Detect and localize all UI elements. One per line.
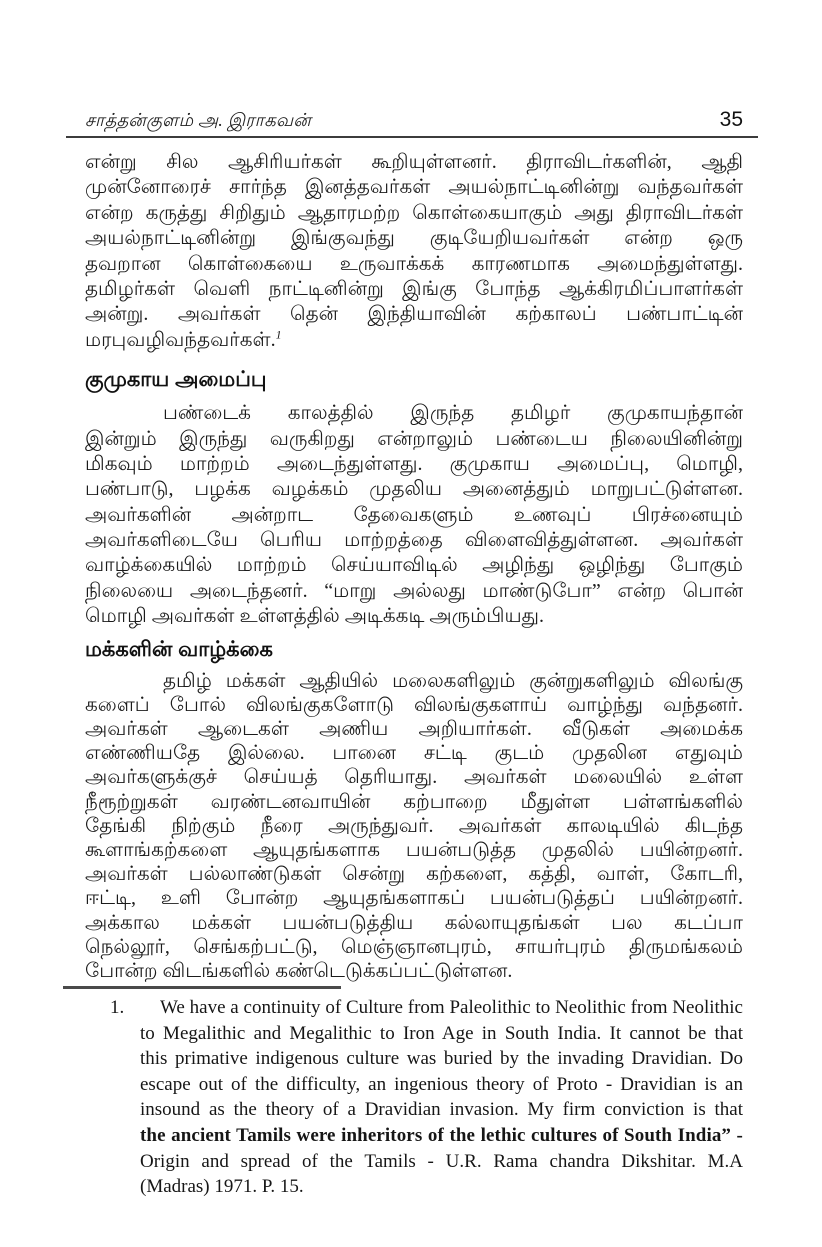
footnote-reference: 1 (275, 327, 282, 342)
text-line-fragment: மரபுவழிவந்தவர்கள். (85, 328, 276, 351)
text-line (85, 328, 743, 353)
text-line: அவர்களுக்குச் செய்யத் தெரியாது. அவர்கள் மலையில் உள்ள (85, 766, 743, 789)
footnote-line: this primative indigenous culture was buried by the invading Dravidian. Do (140, 1048, 743, 1070)
footnote-line: insound as the theory of a Dravidian invasion. My firm conviction is that (140, 1099, 743, 1121)
footnote (85, 995, 743, 1200)
paragraph (85, 401, 743, 630)
section-heading-life: மக்களின் வாழ்க்கை (85, 637, 273, 661)
text-line: எண்ணியதே இல்லை. பானை சட்டி குடம் முதலின எதுவும் (85, 742, 743, 765)
text-line: நீரூற்றுகள் வரண்டனவாயின் கற்பாறை மீதுள்ள பள்ளங்களில் (85, 790, 743, 813)
footnote-line: escape out of the difficulty, an ingenious theory of Proto - Dravidian is an (140, 1073, 743, 1095)
paragraph (85, 669, 743, 983)
footnote-number: 1. (110, 997, 125, 1019)
text-line: அன்று. அவர்கள் தென் இந்தியாவின் கற்காலப் பண்பாட்டின் (85, 303, 743, 326)
text-line: அவர்களின் அன்றாட தேவைகளும் உணவுப் பிரச்னையும் (85, 503, 743, 526)
header-rule (66, 136, 758, 138)
text-line: ஈட்டி, உளி போன்ற ஆயுதங்களாகப் பயன்படுத்தப் பயின்றனர். (85, 887, 743, 910)
text-line: நிலையை அடைந்தனர். “மாறு அல்லது மாண்டுபோ” என்ற பொன் (85, 579, 743, 602)
text-line: போன்ற விடங்களில் கண்டெடுக்கப்பட்டுள்ளன. (85, 959, 513, 982)
text-line: என்று சில ஆசிரியர்கள் கூறியுள்ளனர். திராவிடர்களின், ஆதி (85, 151, 743, 173)
text-line: அயல்நாட்டினின்று இங்குவந்து குடியேறியவர்கள் என்ற ஒரு (85, 227, 743, 250)
text-line: தமிழர்கள் வெளி நாட்டினின்று இங்கு போந்த ஆக்கிரமிப்பாளர்கள் (85, 277, 743, 300)
text-line: பண்பாடு, பழக்க வழக்கம் முதலிய அனைத்தும் மாறுபட்டுள்ளன. (85, 478, 743, 501)
text-line: கூளாங்கற்களை ஆயுதங்களாக பயன்படுத்த முதலில் பயின்றனர். (85, 838, 743, 861)
text-line: என்ற கருத்து சிறிதும் ஆதாரமற்ற கொள்கையாகும் அது திராவிடர்கள் (85, 201, 743, 224)
text-line: அக்கால மக்கள் பயன்படுத்திய கல்லாயுதங்கள் பல கடப்பா (85, 911, 743, 934)
page-body (85, 150, 743, 1200)
footnote-line: (Madras) 1971. P. 15. (140, 1176, 304, 1198)
running-header (85, 108, 743, 133)
footnote-separator (63, 986, 341, 989)
text-line: களைப் போல் விலங்குகளோடு விலங்குகளாய் வாழ்ந்து வந்தனர். (85, 693, 743, 716)
text-line: வாழ்க்கையில் மாற்றம் செய்யாவிடில் அழிந்து ஒழிந்து போகும் (85, 554, 743, 577)
footnote-line: Origin and spread of the Tamils - U.R. Rama chandra Dikshitar. M.A (140, 1150, 743, 1172)
footnote-line: the ancient Tamils were inheritors of the lethic cultures of South India” - (140, 1125, 743, 1147)
page-number: 35 (719, 108, 743, 131)
author-name: சாத்தன்குளம் அ. இராகவன் (85, 110, 312, 130)
text-line: பண்டைக் காலத்தில் இருந்த தமிழர் குமுகாயந்தான் (163, 402, 743, 425)
text-line: முன்னோரைச் சார்ந்த இனத்தவர்கள் அயல்நாட்டினின்று வந்தவர்கள் (85, 176, 743, 199)
footnote-line: We have a continuity of Culture from Paleolithic to Neolithic from Neolithic (160, 997, 743, 1019)
text-line: தமிழ் மக்கள் ஆதியில் மலைகளிலும் குன்றுகளிலும் விலங்கு (163, 669, 743, 692)
text-line: அவர்கள் பல்லாண்டுகள் சென்று கற்களை, கத்தி, வாள், கோடரி, (85, 863, 743, 886)
text-line: மிகவும் மாற்றம் அடைந்துள்ளது. குமுகாய அமைப்பு, மொழி, (85, 452, 743, 475)
text-line: மொழி அவர்கள் உள்ளத்தில் அடிக்கடி அரும்பியது. (85, 605, 544, 628)
text-line: அவர்களிடையே பெரிய மாற்றத்தை விளைவித்துள்ளன. அவர்கள் (85, 529, 743, 552)
footnote-line: to Megalithic and Megalithic to Iron Age in South India. It cannot be that (140, 1022, 743, 1044)
text-line: தவறான கொள்கையை உருவாக்கக் காரணமாக அமைந்துள்ளது. (85, 252, 743, 275)
text-line: தேங்கி நிற்கும் நீரை அருந்துவர். அவர்கள் காலடியில் கிடந்த (85, 814, 743, 837)
text-line: நெல்லூர், செங்கற்பட்டு, மெஞ்ஞானபுரம், சாயர்புரம் திருமங்கலம் (85, 935, 743, 958)
section-heading-community: குமுகாய அமைப்பு (85, 368, 267, 392)
paragraph (85, 150, 743, 353)
text-line: இன்றும் இருந்து வருகிறது என்றாலும் பண்டைய நிலையினின்று (85, 427, 743, 450)
text-line: அவர்கள் ஆடைகள் அணிய அறியார்கள். வீடுகள் அமைக்க (85, 718, 743, 741)
